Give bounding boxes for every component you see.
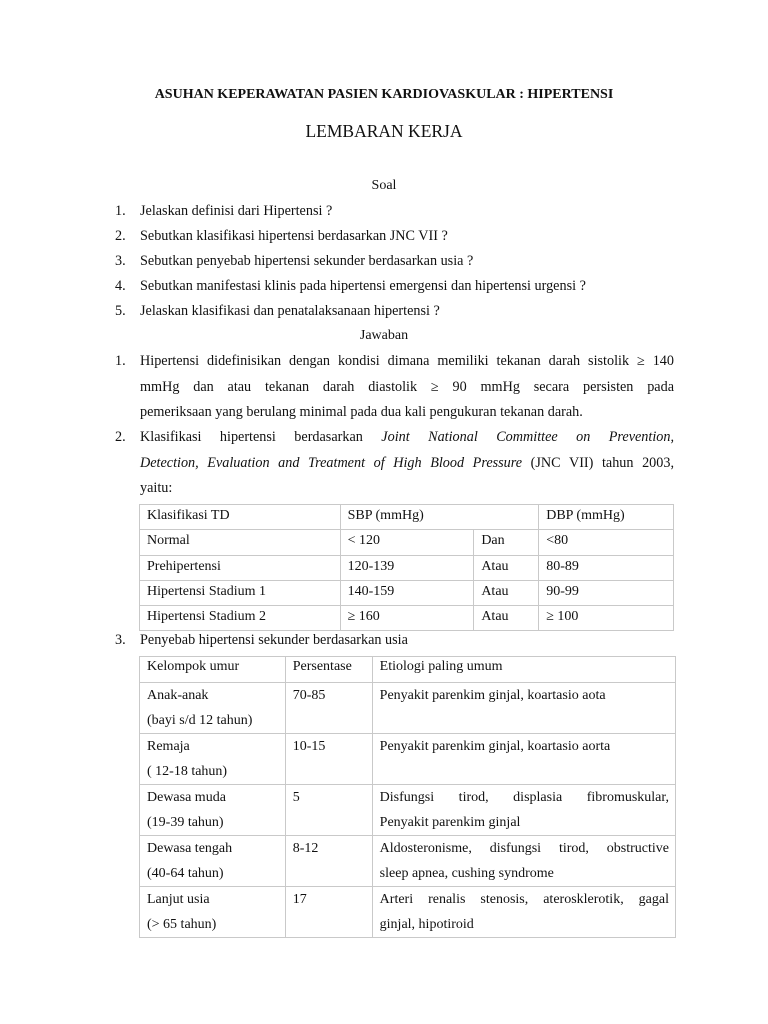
age-group-name: Dewasa muda: [147, 790, 226, 805]
percentage-cell: 5: [285, 785, 372, 836]
table-cell: Prehipertensi: [140, 555, 341, 580]
table-cell: ≥ 100: [539, 606, 674, 631]
table-header-cell: DBP (mmHg): [539, 505, 674, 530]
question-number: 5.: [115, 303, 126, 319]
etiology-line: sleep apnea, cushing syndrome: [379, 866, 554, 881]
age-group-cell: [140, 785, 286, 836]
etiology-line: Penyakit parenkim ginjal, koartasio aota: [379, 688, 606, 703]
table-header-cell: Kelompok umur: [140, 657, 286, 683]
percentage-cell: 8-12: [285, 836, 372, 887]
age-group-cell: [140, 836, 286, 887]
etiology-line: Arteri renalis stenosis, aterosklerotik, gagal: [379, 892, 669, 907]
age-group-name: Lanjut usia: [147, 892, 210, 907]
question-text: Jelaskan definisi dari Hipertensi ?: [140, 203, 333, 219]
table-header-row: [140, 657, 676, 683]
etiology-cell: [372, 734, 675, 785]
table-header-cell: Persentase: [285, 657, 372, 683]
question-text: Sebutkan penyebab hipertensi sekunder berdasarkan usia ?: [140, 253, 474, 269]
table-cell: 140-159: [340, 580, 474, 605]
document-title: ASUHAN KEPERAWATAN PASIEN KARDIOVASKULAR : HIPERTENSI: [154, 87, 614, 102]
question-number: 1.: [115, 203, 126, 219]
table-cell: Normal: [140, 530, 341, 555]
jnc-classification-table: [139, 504, 674, 631]
age-group-range: (> 65 tahun): [147, 917, 217, 932]
table-row: [140, 606, 674, 631]
age-group-range: (19-39 tahun): [147, 815, 224, 830]
etiology-cell: [372, 836, 675, 887]
answer-number: 3.: [115, 632, 126, 648]
age-group-name: Anak-anak: [147, 688, 209, 703]
etiology-cell: [372, 785, 675, 836]
answer-number: 1.: [115, 353, 126, 369]
answer-1-line: mmHg dan atau tekanan darah diastolik ≥ 90 mmHg secara persisten pada: [140, 379, 674, 395]
table-cell: Hipertensi Stadium 1: [140, 580, 341, 605]
percentage-cell: 17: [285, 887, 372, 938]
percentage-cell: 10-15: [285, 734, 372, 785]
soal-heading: Soal: [371, 178, 397, 193]
age-group-range: ( 12-18 tahun): [147, 764, 228, 779]
worksheet-title: LEMBARAN KERJA: [305, 121, 463, 141]
etiology-line: Disfungsi tirod, displasia fibromuskular,: [379, 790, 669, 805]
table-cell: 120-139: [340, 555, 474, 580]
table-header-cell: SBP (mmHg): [340, 505, 539, 530]
age-group-cell: [140, 887, 286, 938]
etiology-line: ginjal, hipotiroid: [379, 917, 474, 932]
table-cell: 80-89: [539, 555, 674, 580]
etiology-cell: [372, 683, 675, 734]
age-group-range: (40-64 tahun): [147, 866, 224, 881]
answer-2-line: yaitu:: [140, 480, 173, 496]
table-header-cell: Etiologi paling umum: [372, 657, 675, 683]
table-row: [140, 530, 674, 555]
answer-3-text: Penyebab hipertensi sekunder berdasarkan usia: [140, 632, 408, 648]
question-text: Jelaskan klasifikasi dan penatalaksanaan hipertensi ?: [140, 303, 440, 319]
etiology-line: Aldosteronisme, disfungsi tirod, obstructive: [379, 841, 669, 856]
answer-2-line: [140, 429, 674, 446]
table-row: [140, 785, 676, 836]
question-text: Sebutkan klasifikasi hipertensi berdasarkan JNC VII ?: [140, 228, 448, 244]
table-row: [140, 555, 674, 580]
table-cell: 90-99: [539, 580, 674, 605]
table-cell: Atau: [474, 580, 539, 605]
jawaban-heading: Jawaban: [359, 328, 409, 343]
table-cell: Atau: [474, 555, 539, 580]
table-row: [140, 683, 676, 734]
table-row: [140, 836, 676, 887]
etiology-cell: [372, 887, 675, 938]
jnc-committee-name: Detection, Evaluation and Treatment of High Blood Pressure: [140, 455, 523, 471]
etiology-line: Penyakit parenkim ginjal: [379, 815, 521, 830]
age-group-cell: [140, 734, 286, 785]
answer-1-line: Hipertensi didefinisikan dengan kondisi dimana memiliki tekanan darah sistolik ≥ 140: [140, 353, 674, 369]
table-row: [140, 734, 676, 785]
answer-1-line: pemeriksaan yang berulang minimal pada dua kali pengukuran tekanan darah.: [140, 404, 583, 420]
table-header-cell: Klasifikasi TD: [140, 505, 341, 530]
age-group-name: Dewasa tengah: [147, 841, 233, 856]
table-row: [140, 580, 674, 605]
jnc-committee-name: Joint National Committee on Prevention,: [381, 429, 675, 445]
answer-2-line: [140, 455, 674, 472]
table-cell: < 120: [340, 530, 474, 555]
table-cell: ≥ 160: [340, 606, 474, 631]
answer-2-text: (JNC VII) tahun 2003,: [530, 455, 675, 471]
question-number: 3.: [115, 253, 126, 269]
secondary-hypertension-table: [139, 656, 676, 938]
age-group-cell: [140, 683, 286, 734]
table-header-row: [140, 505, 674, 530]
table-cell: Dan: [474, 530, 539, 555]
answer-2-text: Klasifikasi hipertensi berdasarkan: [140, 429, 363, 445]
question-number: 2.: [115, 228, 126, 244]
age-group-name: Remaja: [147, 739, 190, 754]
table-row: [140, 887, 676, 938]
question-text: Sebutkan manifestasi klinis pada hipertensi emergensi dan hipertensi urgensi ?: [140, 278, 586, 294]
percentage-cell: 70-85: [285, 683, 372, 734]
answer-number: 2.: [115, 429, 126, 445]
table-cell: Atau: [474, 606, 539, 631]
etiology-line: Penyakit parenkim ginjal, koartasio aorta: [379, 739, 611, 754]
table-cell: Hipertensi Stadium 2: [140, 606, 341, 631]
age-group-range: (bayi s/d 12 tahun): [147, 713, 253, 728]
table-cell: <80: [539, 530, 674, 555]
question-number: 4.: [115, 278, 126, 294]
